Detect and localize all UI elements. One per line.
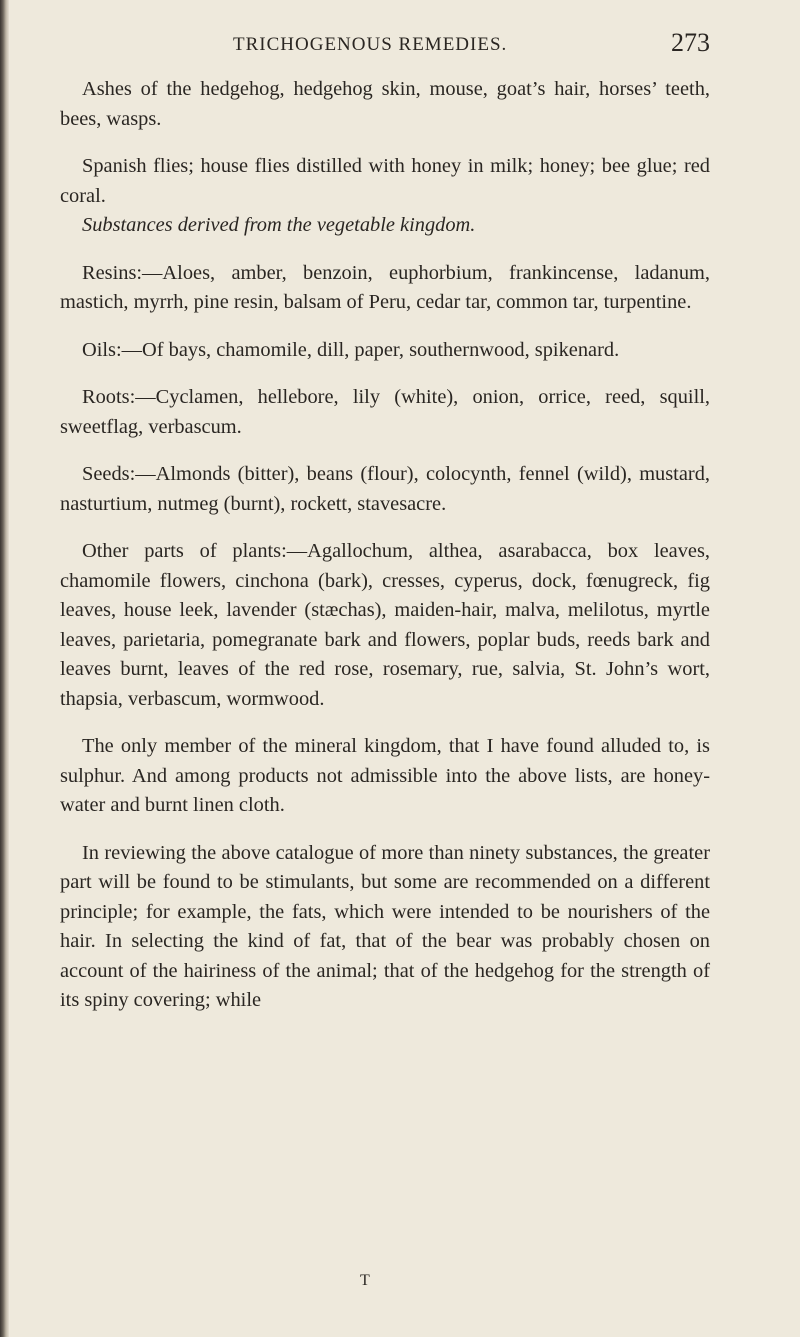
paragraph-seeds: Seeds:—Almonds (bitter), beans (flour), colocynth, fennel (wild), mustard, nasturtium, nutmeg (burnt), rockett, stavesacre. xyxy=(60,463,710,515)
page-binding-edge xyxy=(0,0,9,1337)
running-head: TRICHOGENOUS REMEDIES. xyxy=(233,34,508,55)
paragraph-roots: Roots:—Cyclamen, hellebore, lily (white), onion, orrice, reed, squill, sweetflag, verbascum. xyxy=(60,386,710,438)
page-number: 273 xyxy=(671,28,710,57)
page-body xyxy=(60,75,710,1016)
paragraph-other-parts: Other parts of plants:—Agallochum, althea, asarabacca, box leaves, chamomile flowers, cinchona (bark), cresses, cyperus, dock, fœnugreck, fig leaves, house leek, lavender (stæchas), maiden-hair, malva, melilotus, myrtle leaves, parietaria, pomegranate bark and flowers, poplar buds, reeds bark and leaves burnt, leaves of the red rose, rosemary, rue, salvia, St. John’s wort, thapsia, verbascum, wormwood. xyxy=(60,540,710,710)
paragraph-mineral: The only member of the mineral kingdom, that I have found alluded to, is sulphur. And among products not admissible into the above lists, are honey-water and burnt linen cloth. xyxy=(60,735,710,816)
paragraph-resins: Resins:—Aloes, amber, benzoin, euphorbium, frankincense, ladanum, mastich, myrrh, pine resin, balsam of Peru, cedar tar, common tar, turpentine. xyxy=(60,261,710,313)
paragraph-insects-honey: Spanish flies; house flies distilled with honey in milk; honey; bee glue; red coral. xyxy=(60,155,710,207)
paragraph-oils: Oils:—Of bays, chamomile, dill, paper, southernwood, spikenard. xyxy=(82,338,620,361)
paragraph-animal-ashes: Ashes of the hedgehog, hedgehog skin, mouse, goat’s hair, horses’ teeth, bees, wasps. xyxy=(60,78,710,130)
section-heading: Substances derived from the vegetable kingdom. xyxy=(82,214,476,236)
page-header xyxy=(60,28,710,64)
paragraph-review: In reviewing the above catalogue of more than ninety substances, the greater part will be found to be stimulants, but some are recommended on a different principle; for example, the fats, which were intended to be nourishers of the hair. In selecting the kind of fat, that of the bear was probably chosen on account of the hairiness of the animal; that of the hedgehog for the strength of its spiny covering; while xyxy=(60,841,710,1011)
signature-mark: T xyxy=(360,1272,370,1289)
